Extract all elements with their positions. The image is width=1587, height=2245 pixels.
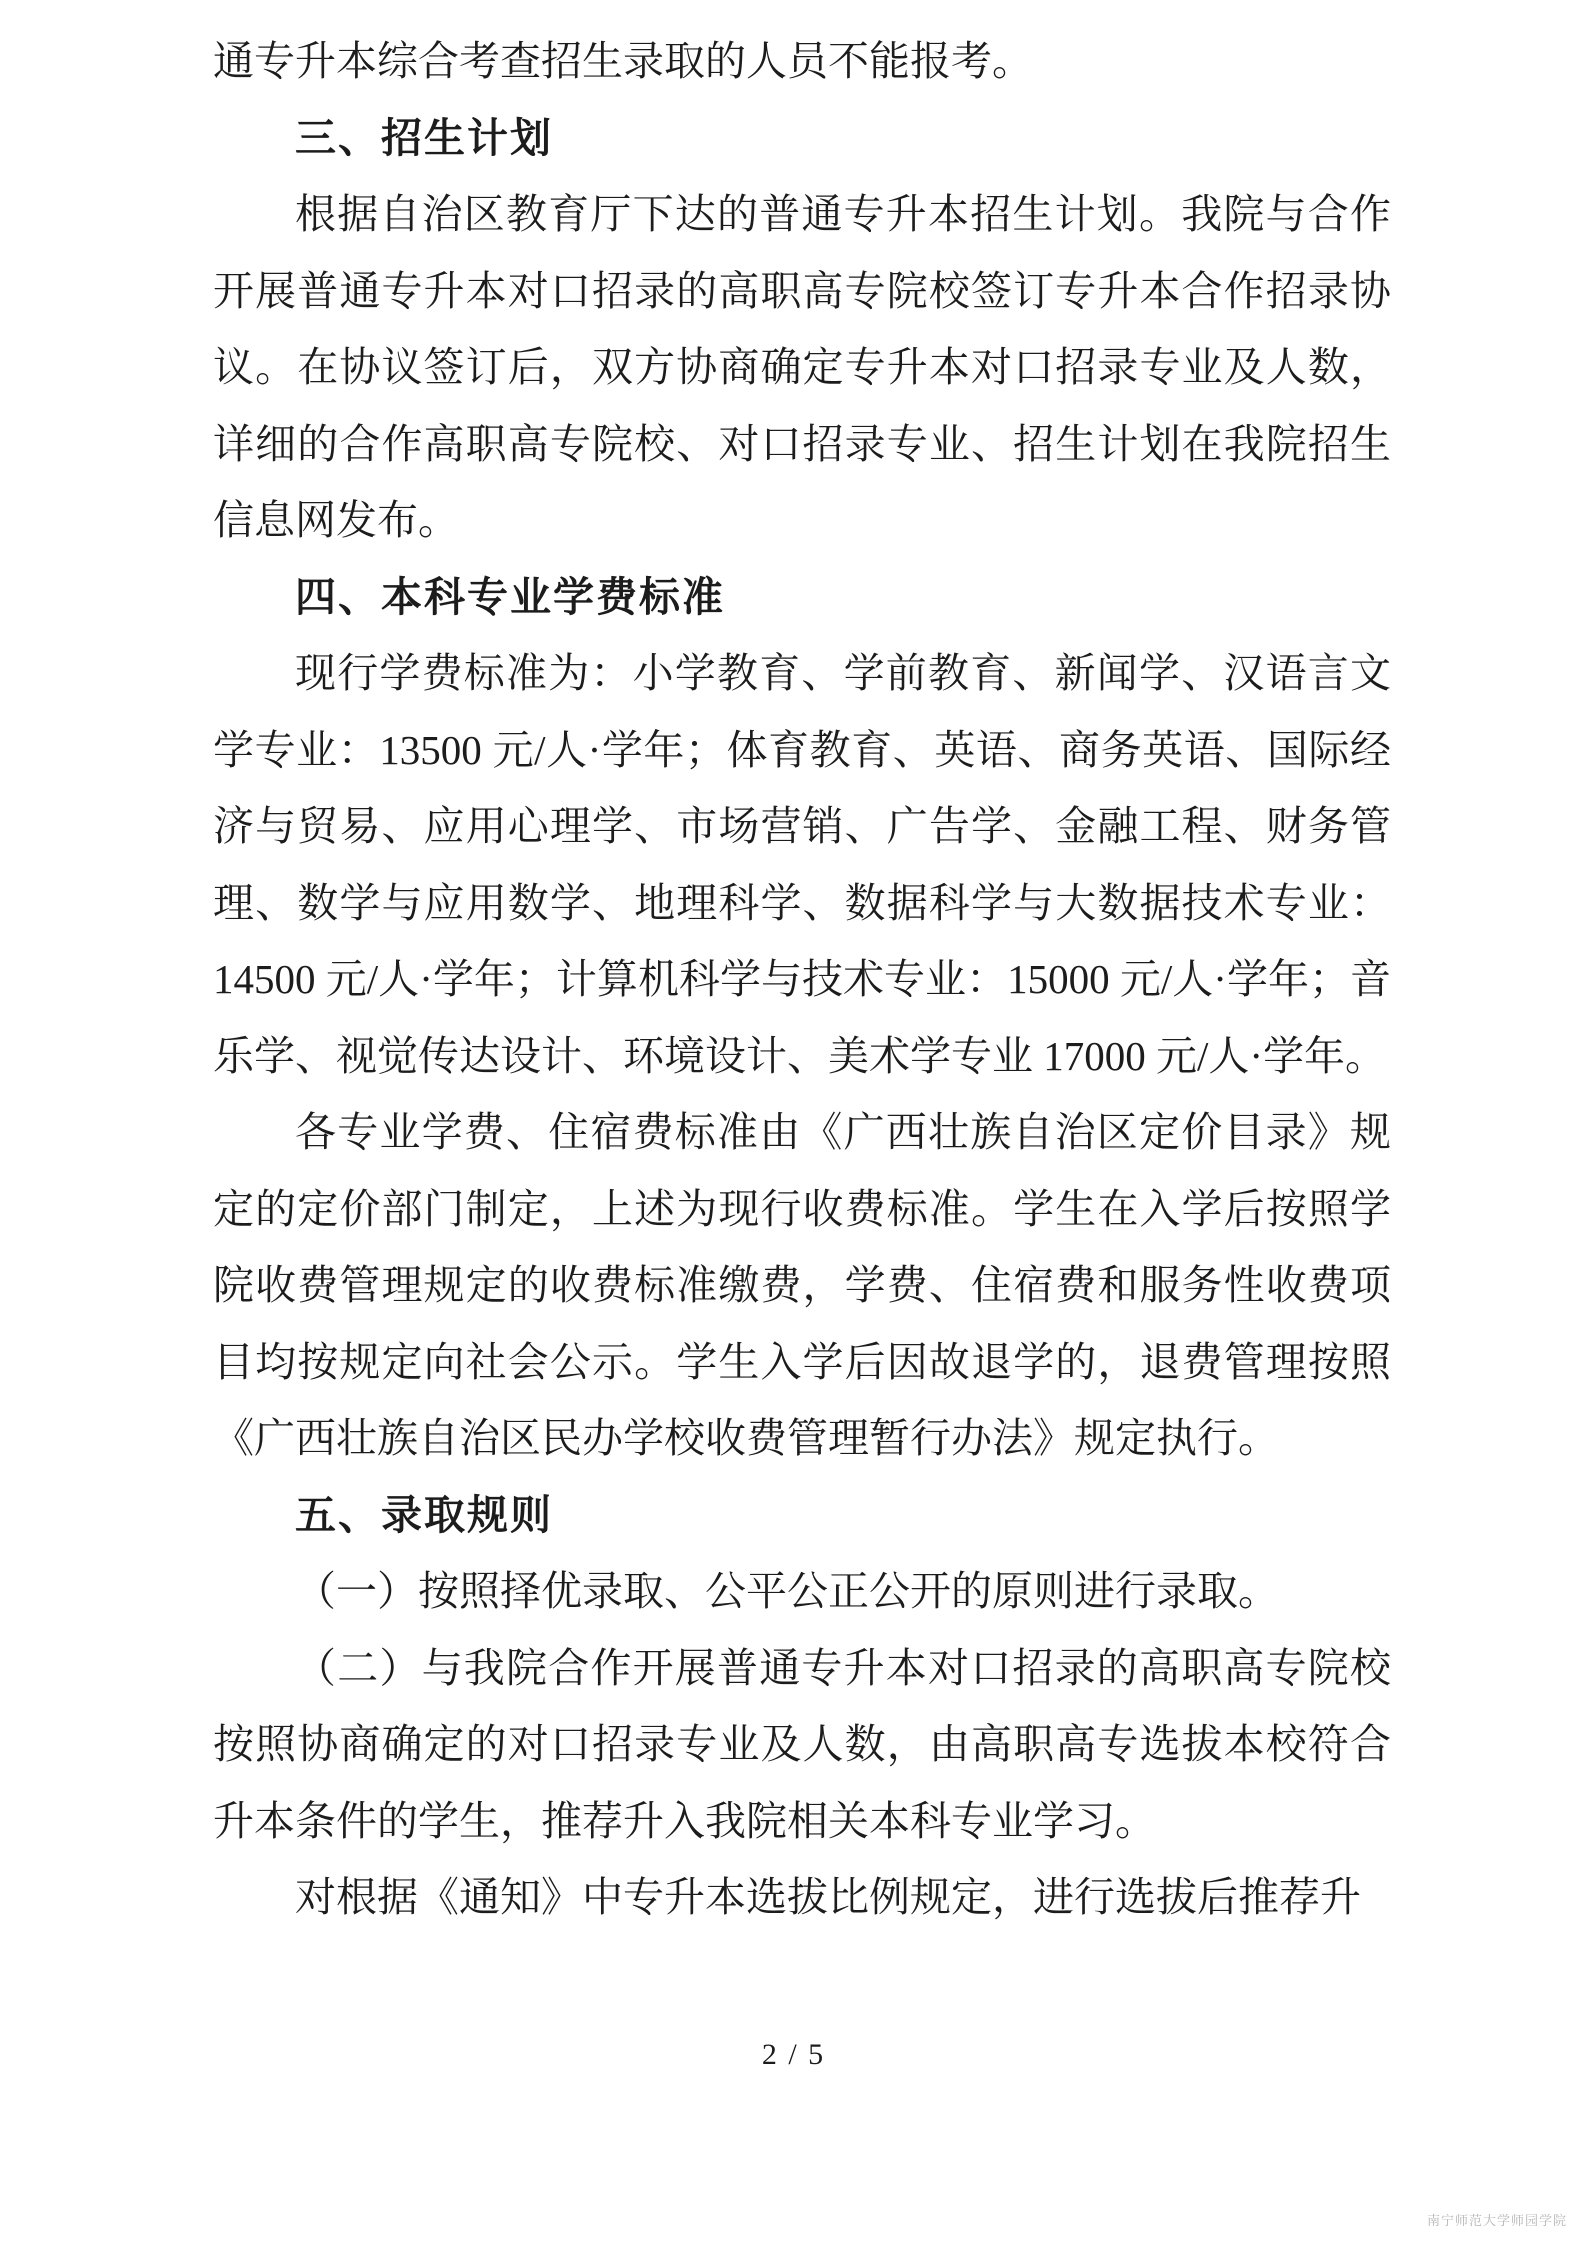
section-heading-admission-rules: 五、录取规则	[295, 1490, 553, 1539]
watermark: 南宁师范大学师园学院	[1426, 2214, 1567, 2229]
section-heading-enrollment-plan: 三、招生计划	[295, 113, 553, 162]
paragraph-continuation: 通专升本综合考查招生录取的人员不能报考。	[213, 38, 1033, 84]
paragraph-tuition-fees: 现行学费标准为：小学教育、学前教育、新闻学、汉语言文学专业：13500 元/人·学年；体育教育、英语、商务英语、国际经济与贸易、应用心理学、市场营销、广告学、金融工程、财务管理、数学与应用数学、地理科学、数据科学与大数据技术专业：14500 元/人·学年；计算机科学与技术专业：15000 元/人·学年；音乐学、视觉传达设计、环境设计、美术学专业 17000 元/人·学年。	[213, 650, 1391, 1079]
paragraph-rule-two: （二）与我院合作开展普通专升本对口招录的高职高专院校按照协商确定的对口招录专业及人数，由高职高专选拔本校符合升本条件的学生，推荐升入我院相关本科专业学习。	[213, 1644, 1391, 1844]
paragraph-selection-ratio: 对根据《通知》中专升本选拔比例规定，进行选拔后推荐升	[295, 1874, 1361, 1920]
document-body	[213, 23, 1391, 1936]
paragraph-rule-one: （一）按照择优录取、公平公正公开的原则进行录取。	[295, 1568, 1279, 1614]
paragraph-fee-regulation: 各专业学费、住宿费标准由《广西壮族自治区定价目录》规定的定价部门制定，上述为现行收费标准。学生在入学后按照学院收费管理规定的收费标准缴费，学费、住宿费和服务性收费项目均按规定向社会公示。学生入学后因故退学的，退费管理按照《广西壮族自治区民办学校收费管理暂行办法》规定执行。	[213, 1109, 1391, 1461]
section-heading-tuition-standard: 四、本科专业学费标准	[295, 572, 725, 621]
paragraph-enrollment-plan: 根据自治区教育厅下达的普通专升本招生计划。我院与合作开展普通专升本对口招录的高职高专院校签订专升本合作招录协议。在协议签订后，双方协商确定专升本对口招录专业及人数，详细的合作高职高专院校、对口招录专业、招生计划在我院招生信息网发布。	[213, 191, 1391, 543]
page-number: 2 / 5	[761, 2038, 826, 2071]
